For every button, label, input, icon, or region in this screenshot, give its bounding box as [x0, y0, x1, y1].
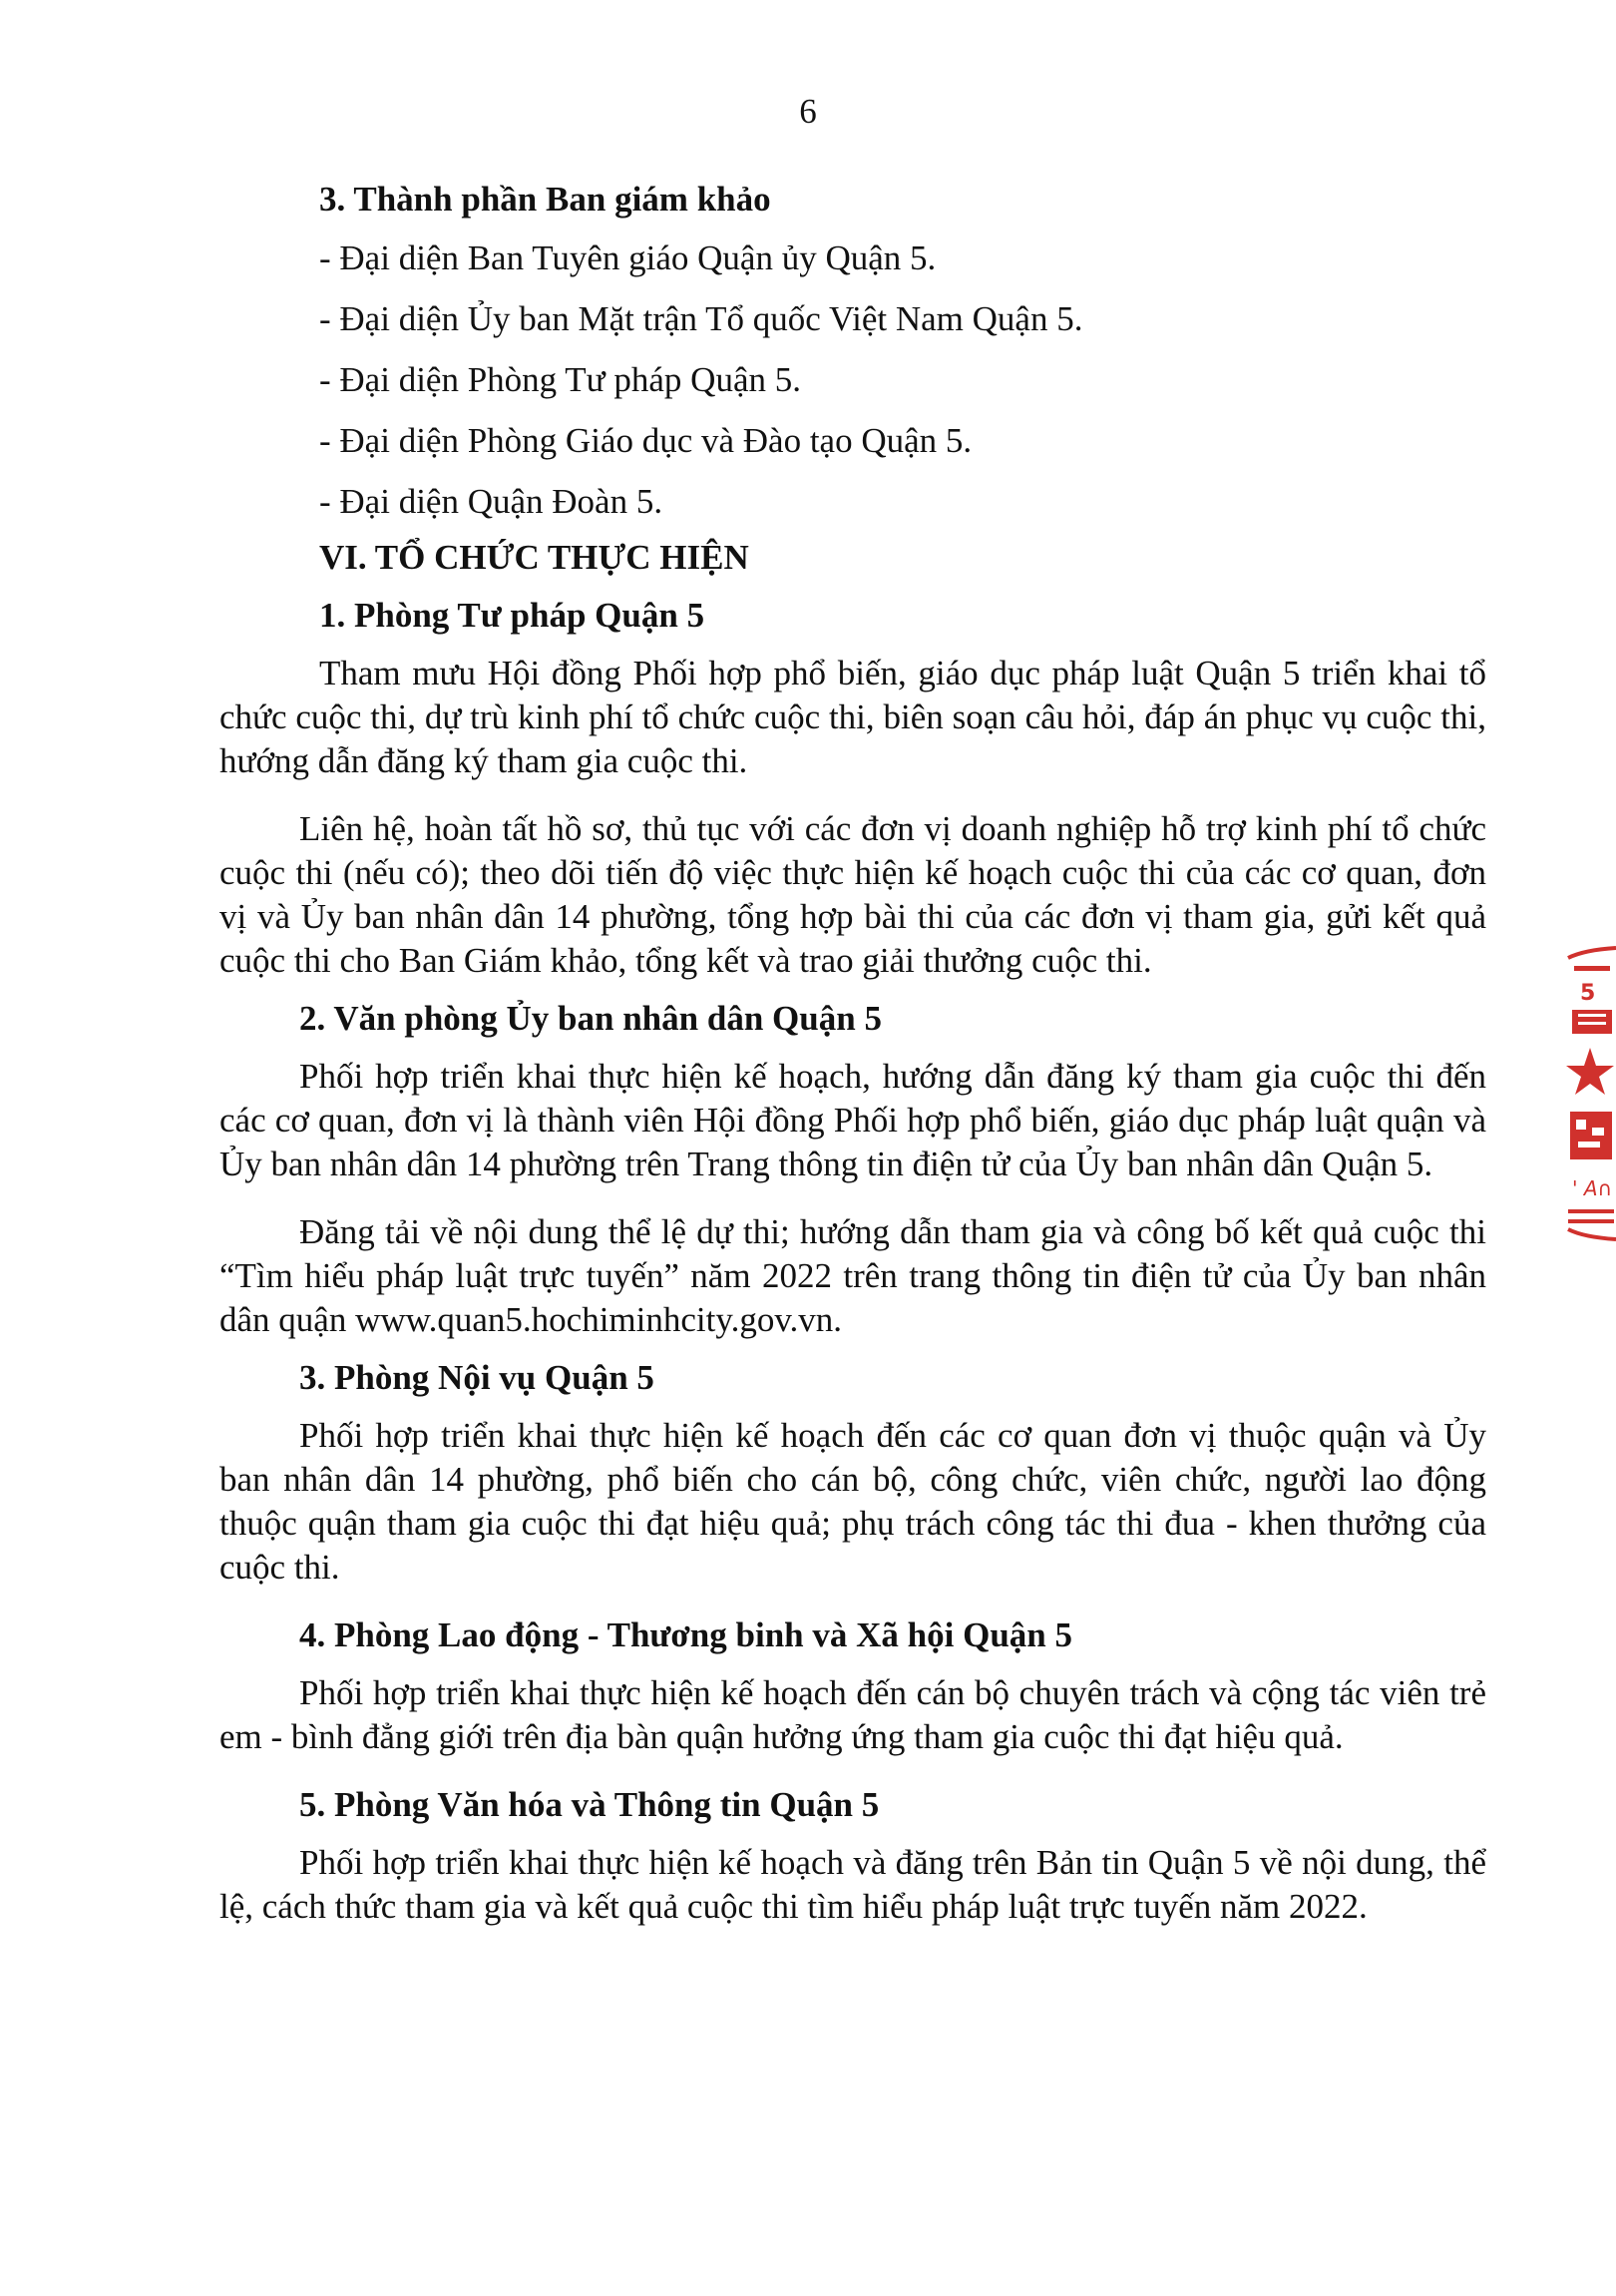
item-1-heading: 1. Phòng Tư pháp Quận 5: [319, 596, 705, 635]
jury-member: - Đại diện Phòng Giáo dục và Đào tạo Quận 5.: [319, 421, 973, 460]
item-1-paragraph-2: Liên hệ, hoàn tất hồ sơ, thủ tục với các đơn vị doanh nghiệp hỗ trợ kinh phí tổ chức cuộc thi (nếu có); theo dõi tiến độ việc thực hiện kế hoạch cuộc thi của các cơ quan, đơn vị và Ủy ban nhân dân 14 phường, tổng hợp bài thi của các đơn vị tham gia, gửi kết quả cuộc thi cho Ban Giám khảo, tổng kết và trao giải thưởng cuộc thi.: [219, 809, 1486, 980]
item-3-heading: 3. Phòng Nội vụ Quận 5: [299, 1358, 654, 1397]
item-5-heading: 5. Phòng Văn hóa và Thông tin Quận 5: [299, 1785, 880, 1824]
jury-member: - Đại diện Ban Tuyên giáo Quận ủy Quận 5.: [319, 238, 937, 277]
item-5-paragraph-1: Phối hợp triển khai thực hiện kế hoạch và đăng trên Bản tin Quận 5 về nội dung, thể lệ, cách thức tham gia và kết quả cuộc thi tìm hiểu pháp luật trực tuyến năm 2022.: [219, 1843, 1486, 1926]
svg-text:5: 5: [1580, 981, 1596, 1006]
document-body: [219, 170, 1486, 1929]
jury-heading: 3. Thành phần Ban giám khảo: [319, 180, 771, 219]
red-seal-stamp-icon: [1564, 944, 1616, 1243]
item-2-paragraph-1: Phối hợp triển khai thực hiện kế hoạch, hướng dẫn đăng ký tham gia cuộc thi đến các cơ quan, đơn vị là thành viên Hội đồng Phối hợp phổ biến, giáo dục pháp luật quận và Ủy ban nhân dân 14 phường trên Trang thông tin điện tử của Ủy ban nhân dân Quận 5.: [219, 1057, 1486, 1183]
jury-member: - Đại diện Ủy ban Mặt trận Tổ quốc Việt Nam Quận 5.: [319, 299, 1083, 338]
item-4-paragraph-1: Phối hợp triển khai thực hiện kế hoạch đến cán bộ chuyên trách và cộng tác viên trẻ em - bình đẳng giới trên địa bàn quận hưởng ứng tham gia cuộc thi đạt hiệu quả.: [219, 1673, 1486, 1756]
item-4-heading: 4. Phòng Lao động - Thương binh và Xã hội Quận 5: [299, 1615, 1073, 1654]
section-vi-heading: VI. TỔ CHỨC THỰC HIỆN: [319, 538, 749, 577]
page-number: 6: [799, 92, 817, 131]
item-1-paragraph-1: Tham mưu Hội đồng Phối hợp phổ biến, giáo dục pháp luật Quận 5 triển khai tổ chức cuộc thi, dự trù kinh phí tổ chức cuộc thi, biên soạn câu hỏi, đáp án phục vụ cuộc thi, hướng dẫn đăng ký tham gia cuộc thi.: [219, 654, 1486, 780]
jury-member: - Đại diện Phòng Tư pháp Quận 5.: [319, 360, 801, 399]
svg-text:' A∩: ' A∩: [1572, 1176, 1613, 1200]
item-2-paragraph-2: Đăng tải về nội dung thể lệ dự thi; hướng dẫn tham gia và công bố kết quả cuộc thi “Tìm hiểu pháp luật trực tuyến” năm 2022 trên trang thông tin điện tử của Ủy ban nhân dân quận www.quan5.hochiminhcity.gov.vn.: [219, 1212, 1486, 1339]
jury-member: - Đại diện Quận Đoàn 5.: [319, 482, 663, 521]
item-3-paragraph-1: Phối hợp triển khai thực hiện kế hoạch đến các cơ quan đơn vị thuộc quận và Ủy ban nhân dân 14 phường, phổ biến cho cán bộ, công chức, viên chức, người lao động thuộc quận tham gia cuộc thi đạt hiệu quả; phụ trách công tác thi đua - khen thưởng của cuộc thi.: [219, 1416, 1486, 1587]
item-2-heading: 2. Văn phòng Ủy ban nhân dân Quận 5: [299, 999, 882, 1038]
